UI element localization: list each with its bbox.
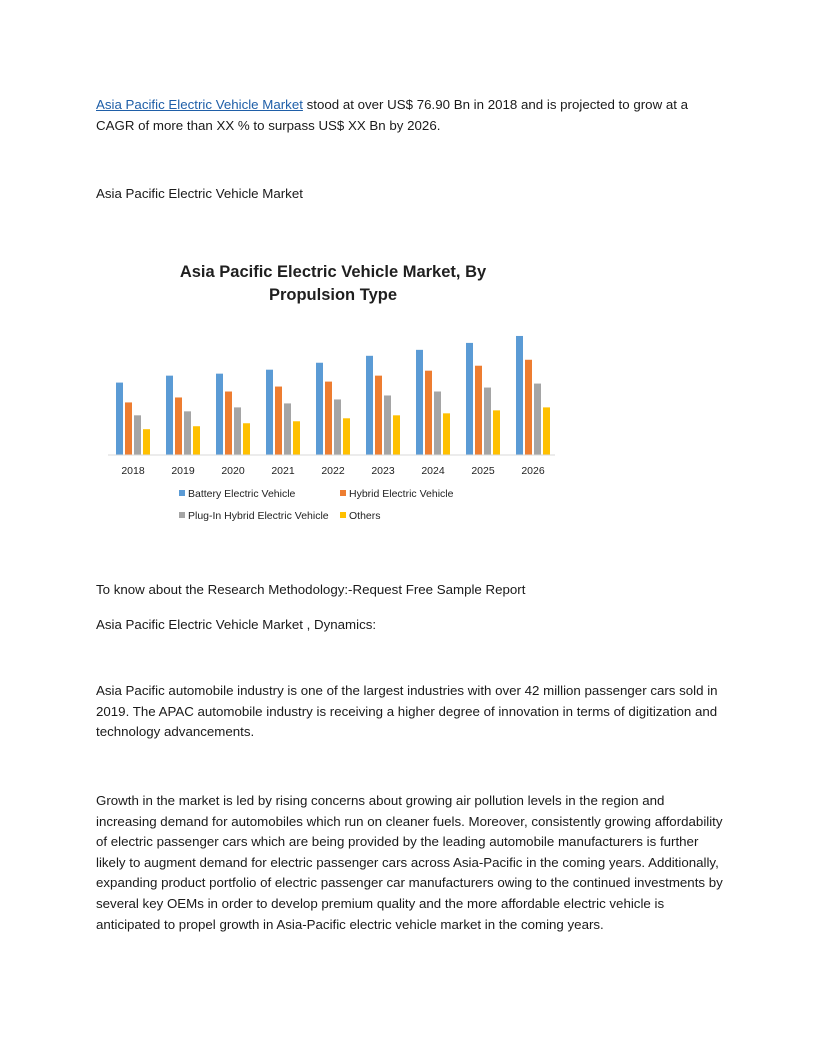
- propulsion-type-chart: [100, 252, 570, 542]
- bar-others-2020: [243, 423, 250, 455]
- bar-plug-in-hybrid-electric-vehicle-2018: [134, 415, 141, 455]
- bar-battery-electric-vehicle-2026: [516, 336, 523, 455]
- bar-plug-in-hybrid-electric-vehicle-2026: [534, 384, 541, 455]
- legend-label: Battery Electric Vehicle: [188, 488, 296, 500]
- bar-hybrid-electric-vehicle-2019: [175, 397, 182, 455]
- bar-battery-electric-vehicle-2021: [266, 370, 273, 455]
- bar-others-2022: [343, 418, 350, 455]
- bar-others-2026: [543, 407, 550, 455]
- methodology-line: To know about the Research Methodology:-Request Free Sample Report: [96, 582, 526, 597]
- bar-battery-electric-vehicle-2019: [166, 376, 173, 455]
- bar-battery-electric-vehicle-2018: [116, 383, 123, 455]
- x-tick-label: 2020: [221, 465, 245, 477]
- x-tick-label: 2026: [521, 465, 545, 477]
- bar-battery-electric-vehicle-2022: [316, 363, 323, 455]
- bar-plug-in-hybrid-electric-vehicle-2019: [184, 411, 191, 455]
- legend-label: Hybrid Electric Vehicle: [349, 488, 454, 500]
- bar-others-2018: [143, 429, 150, 455]
- market-report-link[interactable]: Asia Pacific Electric Vehicle Market: [96, 97, 303, 112]
- legend-label: Plug-In Hybrid Electric Vehicle: [188, 510, 329, 522]
- bar-others-2021: [293, 421, 300, 455]
- chart-legend: [179, 488, 454, 522]
- x-axis-ticks: [121, 465, 545, 477]
- dynamics-heading: Asia Pacific Electric Vehicle Market , Dynamics:: [96, 617, 377, 632]
- chart-title-line-2: Propulsion Type: [268, 286, 398, 304]
- chart-canvas: [100, 252, 570, 542]
- section-heading: Asia Pacific Electric Vehicle Market: [96, 186, 303, 201]
- body-paragraph-2: Growth in the market is led by rising concerns about growing air pollution levels in the region and increasing demand for automobiles which run on cleaner fuels. Moreover, consistently growing affordability of electric passenger cars which are being provided by the leading automobile manufacturers is further likely to augment demand for electric passenger cars across Asia-Pacific in the coming years. Additionally, expanding product portfolio of electric passenger car manufacturers owing to the continued investments by several key OEMs in order to develop premium quality and the more affordable electric vehicle is anticipated to propel growth in Asia-Pacific electric vehicle market in the coming years.: [96, 793, 723, 932]
- bar-hybrid-electric-vehicle-2018: [125, 402, 132, 455]
- body-paragraph-1: Asia Pacific automobile industry is one of the largest industries with over 42 million passenger cars sold in 2019. The APAC automobile industry is receiving a higher degree of innovation in terms of digitization and technology advancements.: [96, 683, 718, 740]
- bar-others-2023: [393, 415, 400, 455]
- bar-hybrid-electric-vehicle-2022: [325, 382, 332, 455]
- x-tick-label: 2024: [421, 465, 445, 477]
- bar-battery-electric-vehicle-2024: [416, 350, 423, 455]
- x-tick-label: 2018: [121, 465, 145, 477]
- x-tick-label: 2021: [271, 465, 295, 477]
- bar-battery-electric-vehicle-2023: [366, 356, 373, 455]
- x-tick-label: 2022: [321, 465, 345, 477]
- bar-plug-in-hybrid-electric-vehicle-2020: [234, 407, 241, 455]
- chart-title-line-1: Asia Pacific Electric Vehicle Market, By: [179, 263, 487, 281]
- bar-hybrid-electric-vehicle-2023: [375, 376, 382, 455]
- bar-plug-in-hybrid-electric-vehicle-2022: [334, 399, 341, 455]
- bar-hybrid-electric-vehicle-2020: [225, 392, 232, 455]
- bar-hybrid-electric-vehicle-2021: [275, 387, 282, 455]
- intro-paragraph: [96, 95, 726, 136]
- bar-hybrid-electric-vehicle-2025: [475, 366, 482, 455]
- bar-battery-electric-vehicle-2020: [216, 374, 223, 455]
- bar-plug-in-hybrid-electric-vehicle-2021: [284, 403, 291, 455]
- bar-others-2024: [443, 413, 450, 455]
- x-tick-label: 2025: [471, 465, 495, 477]
- bar-plug-in-hybrid-electric-vehicle-2024: [434, 392, 441, 455]
- legend-swatch: [340, 512, 346, 518]
- bar-others-2025: [493, 410, 500, 455]
- x-tick-label: 2023: [371, 465, 395, 477]
- bar-hybrid-electric-vehicle-2026: [525, 360, 532, 455]
- legend-swatch: [179, 512, 185, 518]
- intro-text: stood at over US$ 76.90 Bn in 2018 and is projected to grow at a CAGR of more than XX % to surpass US$ XX Bn by 2026.: [96, 97, 689, 133]
- bar-plug-in-hybrid-electric-vehicle-2023: [384, 395, 391, 455]
- bar-hybrid-electric-vehicle-2024: [425, 371, 432, 455]
- x-tick-label: 2019: [171, 465, 195, 477]
- legend-label: Others: [349, 510, 381, 522]
- chart-bars: [116, 336, 550, 455]
- bar-others-2019: [193, 426, 200, 455]
- legend-swatch: [340, 490, 346, 496]
- bar-battery-electric-vehicle-2025: [466, 343, 473, 455]
- legend-swatch: [179, 490, 185, 496]
- bar-plug-in-hybrid-electric-vehicle-2025: [484, 388, 491, 455]
